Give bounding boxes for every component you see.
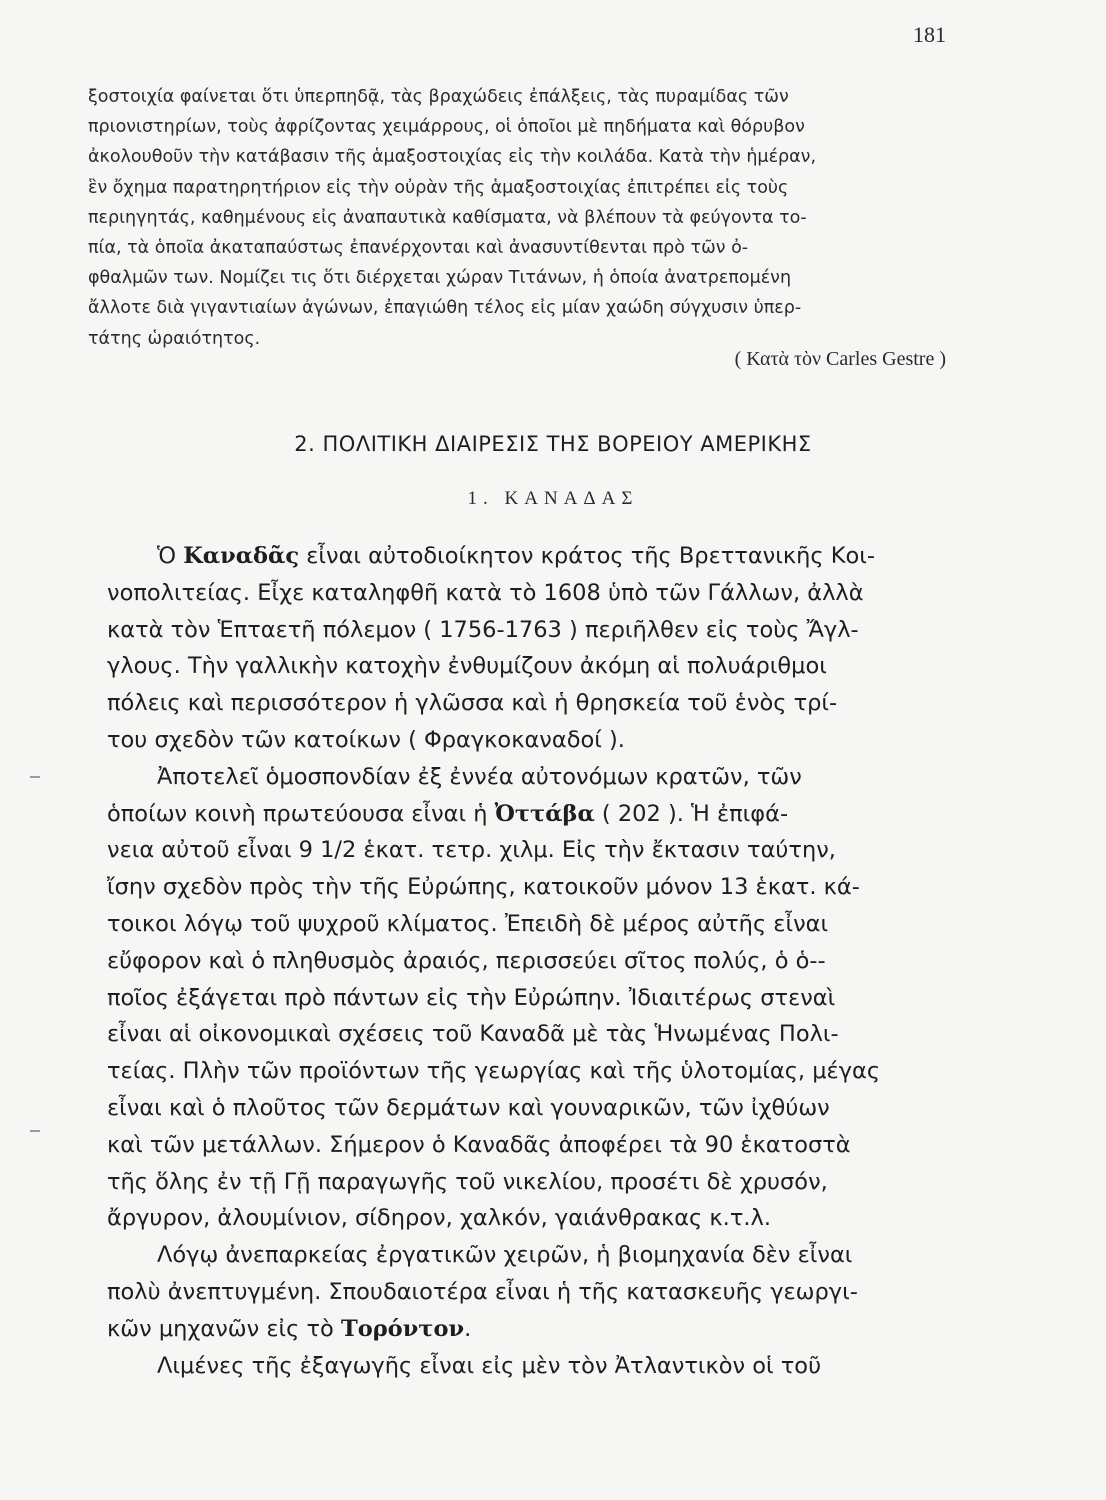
text-segment: πόλεις καὶ περισσότερον ἡ γλῶσσα καὶ ἡ θρησκεία τοῦ ἑνὸς τρί- xyxy=(107,690,838,717)
page-number: 181 xyxy=(913,22,946,47)
text-segment: Ὁ xyxy=(157,543,184,569)
section-heading: 2. ΠΟΛΙΤΙΚΗ ΔΙΑΙΡΕΣΙΣ ΤΗΣ ΒΟΡΕΙΟΥ ΑΜΕΡΙΚΗΣ xyxy=(294,432,812,456)
body-line xyxy=(107,759,952,796)
body-line xyxy=(107,1237,952,1274)
bold-term: Ὀττάβα xyxy=(494,800,595,827)
body-line xyxy=(107,612,952,649)
body-line xyxy=(107,980,952,1017)
passage-attribution: ( Κατὰ τὸν Carles Gestre ) xyxy=(734,348,946,370)
margin-mark xyxy=(30,776,40,778)
text-segment: τῆς ὅλης ἐν τῇ Γῇ παραγωγῆς τοῦ νικελίου, προσέτι δὲ χρυσόν, xyxy=(107,1168,828,1195)
body-line xyxy=(107,722,952,759)
passage-line: ξοστοιχία φαίνεται ὅτι ὑπερπηδᾷ, τὰς βραχώδεις ἐπάλξεις, τὰς πυραμίδας τῶν xyxy=(88,87,789,107)
passage-line: ἓν ὄχημα παρατηρητήριον εἰς τὴν οὐρὰν τῆς ἁμαξοστοιχίας ἐπιτρέπει εἰς τοὺς xyxy=(88,177,789,198)
text-segment: Ἀποτελεῖ ὁμοσπονδίαν ἐξ ἐννέα αὐτονόμων κρατῶν, τῶν xyxy=(157,763,802,790)
text-segment: εἶναι αὐτοδιοίκητον κράτος τῆς Βρεττανικῆς Κοι- xyxy=(299,543,875,569)
body-line xyxy=(107,1053,952,1090)
text-segment: εἶναι αἱ οἰκονομικαὶ σχέσεις τοῦ Καναδᾶ μὲ τὰς Ἡνωμένας Πολι- xyxy=(107,1021,839,1048)
text-segment: τείας. Πλὴν τῶν προϊόντων τῆς γεωργίας καὶ τῆς ὑλοτομίας, μέγας xyxy=(107,1058,881,1085)
text-segment: νεια αὐτοῦ εἶναι 9 1/2 ἑκατ. τετρ. χιλμ. Εἰς τὴν ἔκτασιν ταύτην, xyxy=(107,837,836,864)
body-line xyxy=(107,943,952,980)
text-segment: ἄργυρον, ἀλουμίνιον, σίδηρον, χαλκόν, γαιάνθρακας κ.τ.λ. xyxy=(107,1205,771,1232)
subsection-heading: 1. ΚΑΝΑΔΑΣ xyxy=(467,488,639,509)
margin-mark xyxy=(30,1130,40,1132)
passage-line: πία, τὰ ὁποῖα ἀκαταπαύστως ἐπανέρχονται καὶ ἀνασυντίθενται πρὸ τῶν ὀ- xyxy=(88,237,749,258)
body-line xyxy=(107,685,952,722)
text-segment: ἴσην σχεδὸν πρὸς τὴν τῆς Εὐρώπης, κατοικοῦν μόνον 13 ἑκατ. κά- xyxy=(107,874,860,901)
bold-term: Τορόντον xyxy=(340,1315,465,1342)
body-line xyxy=(107,538,952,575)
text-segment: ὁποίων κοινὴ πρωτεύουσα εἶναι ἡ xyxy=(107,800,495,827)
body-line xyxy=(107,1274,952,1311)
text-segment: κατὰ τὸν Ἑπταετῆ πόλεμον ( 1756-1763 ) περιῆλθεν εἰς τοὺς Ἄγλ- xyxy=(107,616,859,643)
quoted-passage xyxy=(88,82,948,354)
body-line xyxy=(107,1127,952,1164)
text-segment: καὶ τῶν μετάλλων. Σήμερον ὁ Καναδᾶς ἀποφέρει τὰ 90 ἑκατοστὰ xyxy=(107,1131,851,1158)
text-segment: νοπολιτείας. Εἶχε καταληφθῆ κατὰ τὸ 1608 ὑπὸ τῶν Γάλλων, ἀλλὰ xyxy=(107,579,864,606)
passage-line: ἄλλοτε διὰ γιγαντιαίων ἀγώνων, ἐπαγιώθη τέλος εἰς μίαν χαώδη σύγχυσιν ὑπερ- xyxy=(88,298,802,319)
text-segment: Λόγῳ ἀνεπαρκείας ἐργατικῶν χειρῶν, ἡ βιομηχανία δὲν εἶναι xyxy=(157,1242,853,1269)
passage-line: τάτης ὡραιότητος. xyxy=(88,328,261,349)
body-line xyxy=(107,1090,952,1127)
passage-line: ἀκολουθοῦν τὴν κατάβασιν τῆς ἁμαξοστοιχίας εἰς τὴν κοιλάδα. Κατὰ τὴν ἡμέραν, xyxy=(88,147,817,168)
text-segment: ( 202 ). Ἡ ἐπιφά- xyxy=(594,800,789,827)
bold-term: Καναδᾶς xyxy=(183,543,300,569)
body-line xyxy=(107,1200,952,1237)
body-line xyxy=(107,869,952,906)
text-segment: ποῖος ἐξάγεται πρὸ πάντων εἰς τὴν Εὐρώπην. Ἰδιαιτέρως στεναὶ xyxy=(107,984,836,1011)
text-segment: τοικοι λόγῳ τοῦ ψυχροῦ κλίματος. Ἐπειδὴ δὲ μέρος αὐτῆς εἶναι xyxy=(107,910,829,937)
text-segment: γλους. Τὴν γαλλικὴν κατοχὴν ἐνθυμίζουν ἀκόμη αἱ πολυάριθμοι xyxy=(107,653,827,680)
passage-line: φθαλμῶν των. Νομίζει τις ὅτι διέρχεται χώραν Τιτάνων, ἡ ὁποία ἀνατρεπομένη xyxy=(88,268,792,289)
text-segment: του σχεδὸν τῶν κατοίκων ( Φραγκοκαναδοί ). xyxy=(107,726,625,753)
text-segment: κῶν μηχανῶν εἰς τὸ xyxy=(107,1315,341,1342)
passage-line: πριονιστηρίων, τοὺς ἀφρίζοντας χειμάρρους, οἱ ὁποῖοι μὲ πηδήματα καὶ θόρυβον xyxy=(88,117,805,138)
body-text xyxy=(107,538,952,1384)
body-line xyxy=(107,1348,952,1385)
text-segment: Λιμένες τῆς ἐξαγωγῆς εἶναι εἰς μὲν τὸν Ἀτλαντικὸν οἱ τοῦ xyxy=(157,1352,822,1379)
body-line xyxy=(107,575,952,612)
body-line xyxy=(107,1311,952,1348)
body-line xyxy=(107,1016,952,1053)
text-segment: πολὺ ἀνεπτυγμένη. Σπουδαιοτέρα εἶναι ἡ τῆς κατασκευῆς γεωργι- xyxy=(107,1278,858,1305)
text-segment: εἶναι καὶ ὁ πλοῦτος τῶν δερμάτων καὶ γουναρικῶν, τῶν ἰχθύων xyxy=(107,1094,830,1121)
passage-line: περιηγητάς, καθημένους εἰς ἀναπαυτικὰ καθίσματα, νὰ βλέπουν τὰ φεύγοντα το- xyxy=(88,207,807,228)
body-line xyxy=(107,832,952,869)
body-line xyxy=(107,648,952,685)
text-segment: εὔφορον καὶ ὁ πληθυσμὸς ἀραιός, περισσεύει σῖτος πολύς, ὁ ὁ-- xyxy=(107,947,826,974)
text-segment: . xyxy=(464,1315,472,1342)
body-line xyxy=(107,906,952,943)
body-line xyxy=(107,796,952,833)
body-line xyxy=(107,1164,952,1201)
